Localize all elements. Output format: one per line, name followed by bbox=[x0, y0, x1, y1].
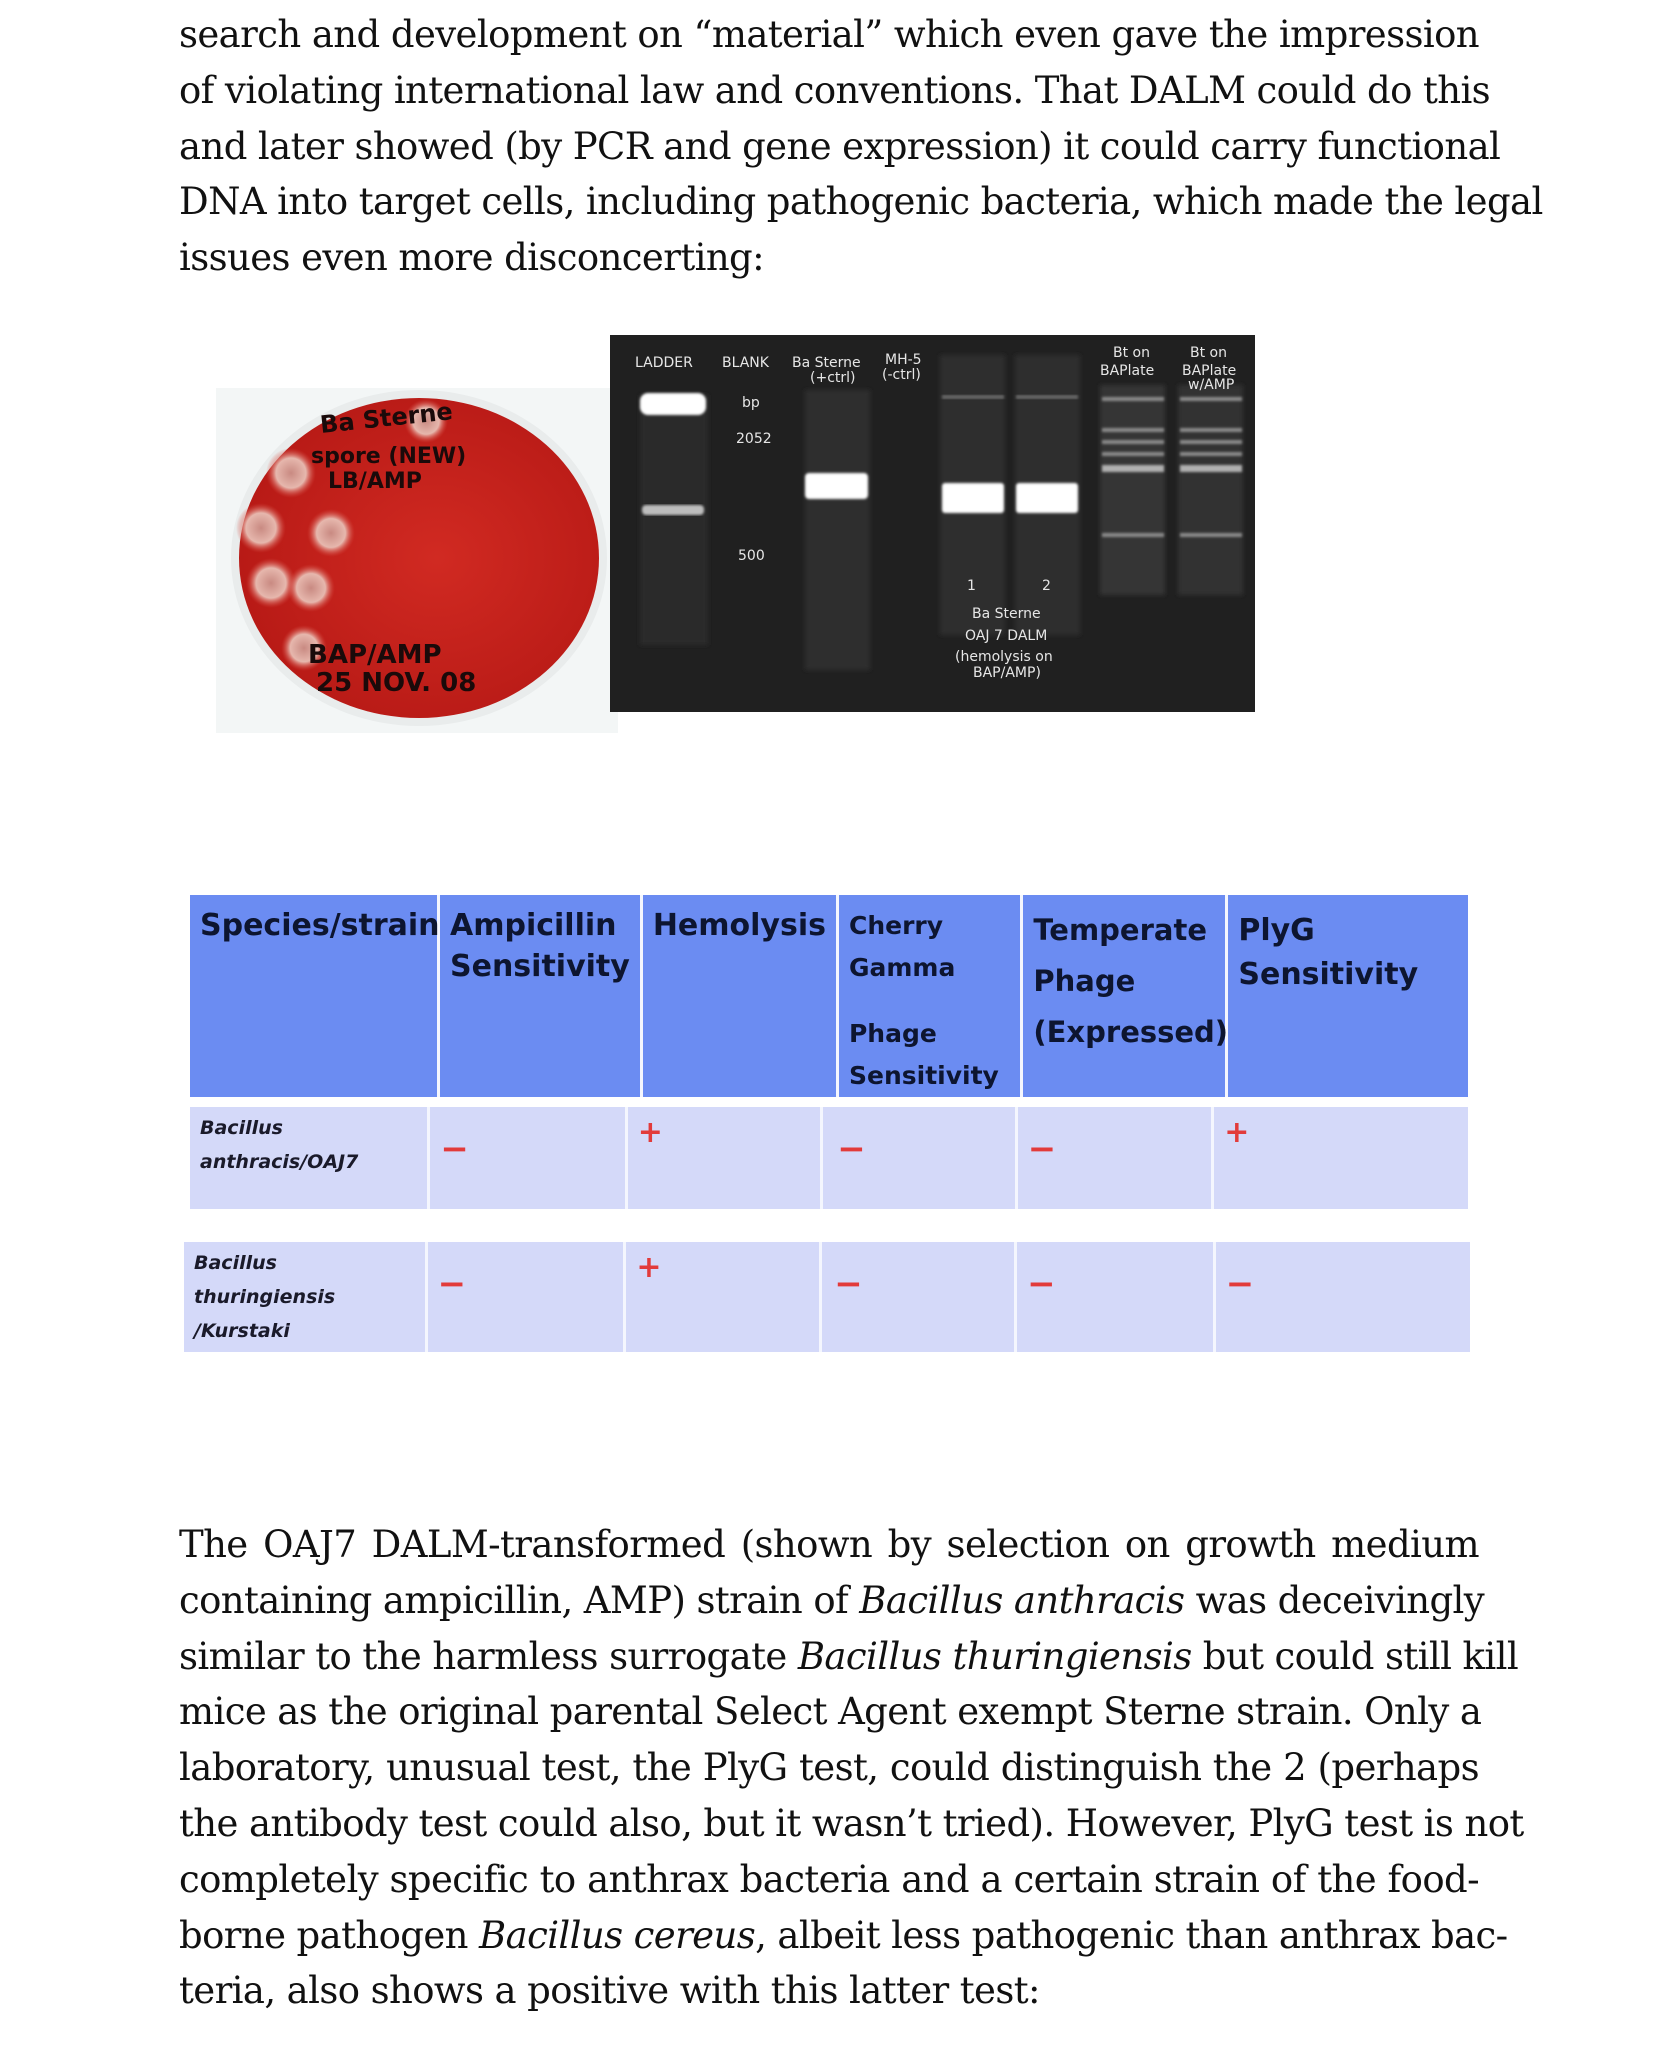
value-cell bbox=[628, 1107, 823, 1209]
value-cell bbox=[1214, 1107, 1468, 1209]
value-cell bbox=[1018, 1107, 1214, 1209]
header-temperate-phage bbox=[1023, 895, 1228, 1097]
text-run: similar to the harmless surrogate bbox=[179, 1634, 798, 1678]
header-text: Phage bbox=[848, 1019, 937, 1048]
gel-band bbox=[640, 393, 706, 415]
petri-plate-photo bbox=[216, 388, 618, 733]
header-plyg bbox=[1228, 895, 1468, 1097]
plate-handwriting: spore (NEW) bbox=[311, 444, 467, 469]
gel-lane-label: (-ctrl) bbox=[882, 367, 921, 383]
gel-marker-label: 500 bbox=[738, 548, 765, 564]
header-text: Sensitivity bbox=[1238, 957, 1419, 992]
text-run: borne pathogen bbox=[179, 1913, 480, 1957]
table-header-row bbox=[190, 895, 1468, 1097]
gel-sample-caption: BAP/AMP) bbox=[973, 665, 1041, 681]
text-line bbox=[179, 1740, 1479, 1796]
text-run: the antibody test could also, but it wasn’t tried). However, PlyG test is not bbox=[179, 1801, 1524, 1845]
colony bbox=[236, 503, 286, 553]
species-name: /Kurstaki bbox=[194, 1320, 290, 1342]
plate-handwriting: BAP/AMP bbox=[308, 640, 442, 670]
value-cell bbox=[430, 1107, 627, 1209]
header-text: Sensitivity bbox=[450, 949, 630, 984]
header-text: Cherry bbox=[848, 911, 944, 940]
gel-electrophoresis-photo bbox=[610, 335, 1255, 712]
value-cell bbox=[1216, 1242, 1470, 1352]
result-sign: + bbox=[636, 1250, 662, 1285]
text-line bbox=[179, 1796, 1524, 1852]
header-text: Ampicillin bbox=[450, 908, 617, 943]
italic-species-name: Bacillus cereus bbox=[479, 1913, 756, 1957]
gel-image bbox=[610, 335, 1255, 712]
text-line: issues even more disconcerting: bbox=[179, 236, 764, 280]
gel-bp-label: bp bbox=[742, 395, 760, 411]
header-ampicillin bbox=[440, 895, 643, 1097]
result-sign: − bbox=[437, 1264, 467, 1304]
gel-marker-label: 2052 bbox=[736, 431, 772, 447]
text-line bbox=[179, 1852, 1479, 1908]
colony bbox=[307, 509, 355, 557]
gel-lane bbox=[805, 390, 870, 670]
result-sign: − bbox=[440, 1129, 469, 1169]
header-hemolysis bbox=[643, 895, 839, 1097]
result-sign: − bbox=[834, 1264, 863, 1304]
gel-band bbox=[805, 473, 868, 499]
gel-lane bbox=[1100, 385, 1165, 595]
gel-lane-label: Bt on bbox=[1113, 345, 1150, 361]
gel-lane-label: BAPlate bbox=[1100, 363, 1155, 379]
value-cell bbox=[626, 1242, 822, 1352]
result-sign: − bbox=[1225, 1264, 1255, 1304]
gel-band bbox=[1016, 395, 1078, 399]
text-run: but could still kill bbox=[1191, 1634, 1519, 1678]
header-text: Species/strain bbox=[200, 908, 440, 943]
species-name: Bacillus thuringiensis bbox=[194, 1252, 336, 1308]
gel-lane-label: LADDER bbox=[635, 355, 693, 371]
gel-sample-caption: (hemolysis on bbox=[955, 649, 1053, 665]
text-run: , albeit less pathogenic than anthrax bac- bbox=[755, 1913, 1508, 1957]
paragraph-intro bbox=[179, 7, 1543, 286]
gel-lane-label: MH-5 bbox=[885, 352, 922, 368]
result-sign: + bbox=[637, 1115, 663, 1150]
result-sign: + bbox=[1224, 1115, 1250, 1150]
species-cell bbox=[184, 1242, 428, 1352]
italic-species-name: Bacillus thuringiensis bbox=[797, 1634, 1192, 1678]
header-species bbox=[190, 895, 440, 1097]
result-sign: − bbox=[1027, 1264, 1056, 1304]
gel-lane-label: Ba Sterne bbox=[792, 355, 861, 371]
header-cherry-gamma bbox=[839, 895, 1023, 1097]
species-name: Bacillus bbox=[200, 1117, 283, 1139]
header-text: Hemolysis bbox=[652, 908, 826, 943]
text-line bbox=[179, 1517, 1479, 1573]
text-run: completely specific to anthrax bacteria and a certain strain of the food- bbox=[179, 1857, 1479, 1901]
value-cell bbox=[823, 1107, 1018, 1209]
gel-band bbox=[642, 505, 704, 515]
value-cell bbox=[1017, 1242, 1216, 1352]
header-text: Sensitivity bbox=[848, 1061, 999, 1090]
petri-plate-image bbox=[216, 388, 618, 733]
value-cell bbox=[428, 1242, 627, 1352]
plate-handwriting: 25 NOV. 08 bbox=[316, 668, 477, 698]
gel-lane-label: (+ctrl) bbox=[810, 370, 856, 386]
text-run: was deceivingly bbox=[1184, 1578, 1485, 1622]
gel-band bbox=[942, 395, 1004, 399]
value-cell bbox=[822, 1242, 1017, 1352]
text-run: containing ampicillin, AMP) strain of bbox=[179, 1578, 860, 1622]
result-sign: − bbox=[1027, 1129, 1057, 1169]
text-line: and later showed (by PCR and gene expression) it could carry functional bbox=[179, 124, 1501, 168]
header-text: (Expressed) bbox=[1033, 1015, 1229, 1049]
table-row bbox=[190, 1107, 1468, 1209]
italic-species-name: Bacillus anthracis bbox=[859, 1578, 1185, 1622]
plate-handwriting: LB/AMP bbox=[328, 469, 422, 494]
colony bbox=[266, 448, 316, 498]
paragraph-oaj7 bbox=[179, 1517, 1524, 2019]
gel-sample-caption: OAJ 7 DALM bbox=[965, 628, 1048, 644]
header-spacer bbox=[849, 989, 1010, 1013]
text-line: of violating international law and conventions. That DALM could do this bbox=[179, 68, 1491, 112]
text-line: search and development on “material” which even gave the impression bbox=[179, 13, 1479, 56]
species-name: anthracis/OAJ7 bbox=[200, 1151, 359, 1173]
text-line bbox=[179, 1573, 1485, 1629]
gel-lane bbox=[1178, 385, 1243, 595]
text-run: laboratory, unusual test, the PlyG test, could distinguish the 2 (perhaps bbox=[179, 1746, 1479, 1790]
text-line: DNA into target cells, including pathogenic bacteria, which made the legal bbox=[179, 180, 1543, 224]
table-row bbox=[184, 1242, 1470, 1352]
gel-lane-label: w/AMP bbox=[1188, 377, 1235, 393]
gel-lane-label: BAPlate bbox=[1182, 363, 1237, 379]
gel-sample-caption: Ba Sterne bbox=[972, 606, 1041, 622]
text-line bbox=[179, 1629, 1519, 1685]
result-sign: − bbox=[837, 1129, 866, 1169]
header-text: Temperate bbox=[1033, 913, 1208, 947]
species-cell bbox=[190, 1107, 430, 1209]
gel-band bbox=[1016, 483, 1078, 513]
header-text: PlyG bbox=[1238, 913, 1315, 948]
colony bbox=[287, 564, 335, 612]
gel-lane bbox=[640, 395, 708, 645]
plate-handwriting: Ba Sterne bbox=[318, 397, 454, 439]
gel-lane-number: 2 bbox=[1042, 578, 1051, 594]
header-text: Phage bbox=[1033, 964, 1136, 998]
text-run: teria, also shows a positive with this latter test: bbox=[179, 1969, 1040, 2013]
text-line bbox=[179, 1908, 1508, 1964]
text-run: mice as the original parental Select Agent exempt Sterne strain. Only a bbox=[179, 1690, 1482, 1734]
header-text: Gamma bbox=[848, 953, 956, 982]
gel-band bbox=[942, 483, 1004, 513]
text-line bbox=[179, 1963, 1479, 2019]
text-run: The OAJ7 DALM-transformed (shown by selection on growth medium bbox=[179, 1523, 1479, 1566]
gel-lane-label: Bt on bbox=[1190, 345, 1227, 361]
gel-lane-number: 1 bbox=[967, 578, 976, 594]
text-line bbox=[179, 1684, 1482, 1740]
gel-lane-label: BLANK bbox=[722, 355, 769, 371]
